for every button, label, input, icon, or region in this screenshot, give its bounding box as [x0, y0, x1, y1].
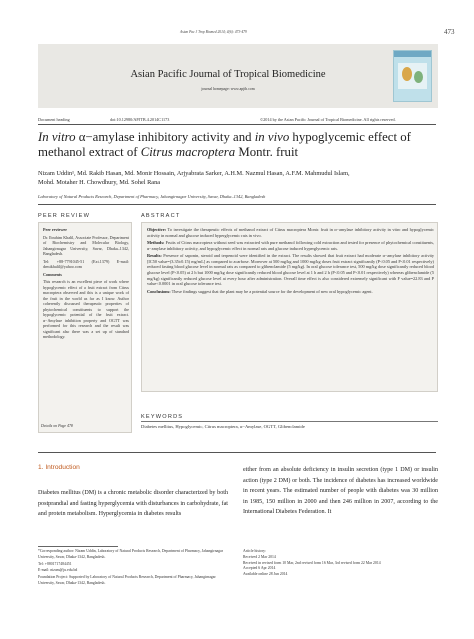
article-title: [38, 130, 436, 160]
keywords-text: Diabetes mellitus, Hypoglycemic, Citrus macroptera, α−Amylase, OGTT, Glibenclamide: [141, 424, 305, 429]
doi[interactable]: doi:10.12980/APJTB.4.2014C1173: [110, 117, 170, 122]
peer-reviewer-contact: Tel: +88-7791045-51 (Ext.1379) E-mail: drmikhalil@yahoo.com: [43, 258, 129, 269]
introduction-heading: 1. Introduction: [38, 464, 80, 471]
author-list: [38, 169, 436, 187]
copyright: ©2014 by the Asian Pacific Journal of Tropical Biomedicine. All rights reserved.: [260, 117, 396, 122]
title-part-1: α−amylase inhibitory activity and: [75, 130, 255, 144]
keywords-rule: [141, 421, 438, 422]
abstract-box: [141, 222, 438, 392]
running-head: Asian Pac J Trop Biomed 2014; 4(6): 473-479: [180, 30, 247, 34]
introduction-text-right: either from an absolute deficiency in insulin secretion (type 1 DM) or insulin action (type 2 DM) or both. The incidence of diabetes has increased worldwide in recent years. The estimated number of people with diabetes was 30 million in 1985, 150 million in 2000 and then 246 million in 2007, according to the International Diabetes Federation. It: [243, 467, 438, 516]
divider: [38, 452, 436, 453]
document-heading-label: Document heading: [38, 117, 70, 122]
title-italic-2: in vivo: [254, 130, 290, 144]
peer-review-box: [38, 222, 132, 433]
methods-text: Fruits of Citrus macroptera without seed was extracted with pure methanol following cold extraction and tested for presence of phytochemical constituents, α−amylase inhibitory activity, and hypoglycemic effect in normal rats and glucose induced hyperglycemic rats.: [147, 239, 435, 251]
peer-reviewer-info: Dr. Ibrahim Khalil, Associate Professor, Department of Biochemistry and Molecular Biology, Jahangirnagar University, Savar, Dhaka–1342, Bangladesh.: [43, 234, 129, 256]
abstract-heading: ABSTRACT: [141, 213, 181, 219]
history-revision: Received in revised form 10 Mar, 2nd revised form 16 Mar, 3rd revised form 22 Mar 2014: [243, 560, 381, 565]
foundation-project: Foundation Project: Supported by Laboratory of Natural Products Research, Department of Pharmacy, Jahangirnagar University, Savar, Dhaka-1342, Bangladesh.: [38, 575, 216, 585]
peer-review-heading: PEER REVIEW: [38, 213, 91, 219]
page-number: 473: [444, 28, 455, 36]
affiliation: Laboratory of Natural Products Research, Department of Pharmacy, Jahangirnagar University, Savar, Dhaka–1342, Bangladesh: [38, 194, 266, 199]
footnote-rule: [38, 546, 118, 547]
peer-review-details-link[interactable]: Details on Page 478: [41, 424, 73, 428]
journal-title: Asian Pacific Journal of Tropical Biomedicine: [130, 69, 326, 80]
conclusion-label: Conclusions:: [147, 288, 171, 294]
corresponding-author: *Corresponding author: Nizam Uddin, Laboratory of Natural Products Research, Department of Pharmacy, Jahangirnagar University, Savar, Dhaka-1342, Bangladesh.: [38, 549, 224, 559]
comments-label: Comments: [43, 271, 62, 277]
journal-cover-image: [393, 50, 432, 102]
methods-label: Methods:: [147, 239, 165, 245]
author-email[interactable]: E-mail: nizam@ju.edu.bd: [38, 568, 78, 573]
title-italic-3: Citrus macroptera: [140, 145, 236, 159]
peer-review-text: [43, 227, 129, 342]
divider: [38, 204, 436, 205]
title-part-2: hypoglycemic effect of methanol extract of: [38, 130, 411, 159]
history-received: Received 2 Mar 2014: [243, 554, 276, 559]
history-accepted: Accepted 6 Apr 2014: [243, 566, 276, 571]
results-text: Presence of saponin, steroid and terpenoid were identified in the extract. The results showed that fruit extract had moderate α−amylase inhibitory activity [IC50 value=(3.35±0.15) mg/mL] as compared to acarbose. Moreover at 500 mg/kg and 1000 mg/kg doses fruit extract significantly (P<0.05 and P<0.01 respectively) reduced fasting blood glucose level in normal rats as compared to glibenclamide (5 mg/kg). In oral glucose tolerance test, 500 mg/kg dose significantly reduced blood glucose level (P<0.05) at 2 h but 1000 mg/kg dose significantly reduced blood glucose level at 1 h and 2 h (P<0.05 and P<0.01 respectively) whereas glibenclamide (5 mg/kg) significantly reduced glucose level at every hour after administration. Overall time effect is also considered extremely significant with F value=22.83 and P value<0.0001 in oral glucose tolerance test.: [147, 252, 435, 287]
journal-homepage[interactable]: journal homepage: www.apjtb.com: [201, 87, 255, 91]
results-label: Results:: [147, 252, 162, 258]
peer-comments: This research is an excellent piece of work where hypoglycemic effect of a fruit extract from Citrus macroptera observed and this is a unique work of the fruit in the world as far as I know. Author coherently discussed therapeutic properties of phytochemical constituents to support the hypoglycemic potential of the fruit extract. α−Amylase inhibition property and OGTT was performed for this research and the result was significant also there was a set up of standard methodology.: [43, 279, 129, 339]
keywords-heading: KEYWORDS: [141, 414, 184, 420]
footnotes: [38, 549, 228, 588]
article-history: [243, 549, 403, 578]
title-part-3: Montr. fruit: [235, 145, 299, 159]
history-heading: Article history:: [243, 549, 267, 553]
cover-leaf-shape: [414, 71, 423, 83]
objective-text: To investigate the therapeutic effects of methanol extract of Citrus macroptera Montr. fruit in α−amylase inhibitory activity in vitro and hypoglycemic activity in normal and glucose induced hyperglycemic rats in vivo.: [147, 227, 435, 238]
abstract-text: [147, 227, 434, 296]
conclusion-text: These findings suggest that the plant may be a potential source for the development of new oral hypoglycemic agent.: [171, 288, 373, 294]
cover-fruit-shape: [402, 67, 412, 81]
authors-line-2: Mohd. Motaher H. Chowdhury, Md. Sohel Rana: [38, 179, 161, 186]
peer-reviewer-label: Peer reviewer: [43, 227, 68, 232]
objective-label: Objective:: [147, 227, 167, 232]
cover-band: [394, 51, 431, 57]
author-tel: Tel: +8801717484451: [38, 561, 72, 566]
history-available: Available online 28 Jun 2014: [243, 572, 288, 577]
title-italic-1: In vitro: [38, 130, 76, 144]
divider: [38, 124, 436, 125]
introduction-text-left: Diabetes mellitus (DM) is a chronic metabolic disorder characterized by both postprandial and fasting hyperglycemia with disturbances in carbohydrate, fat and protein metabolism. Hyperglycemia in diabetes results: [38, 490, 228, 518]
authors-line-1: Nizam Uddin¹, Md. Rakib Hasan, Md. Monir Hossain, Arjyabrata Sarker, A.H.M. Nazmul Hasan, A.F.M. Mahmudul Islam,: [38, 170, 350, 177]
